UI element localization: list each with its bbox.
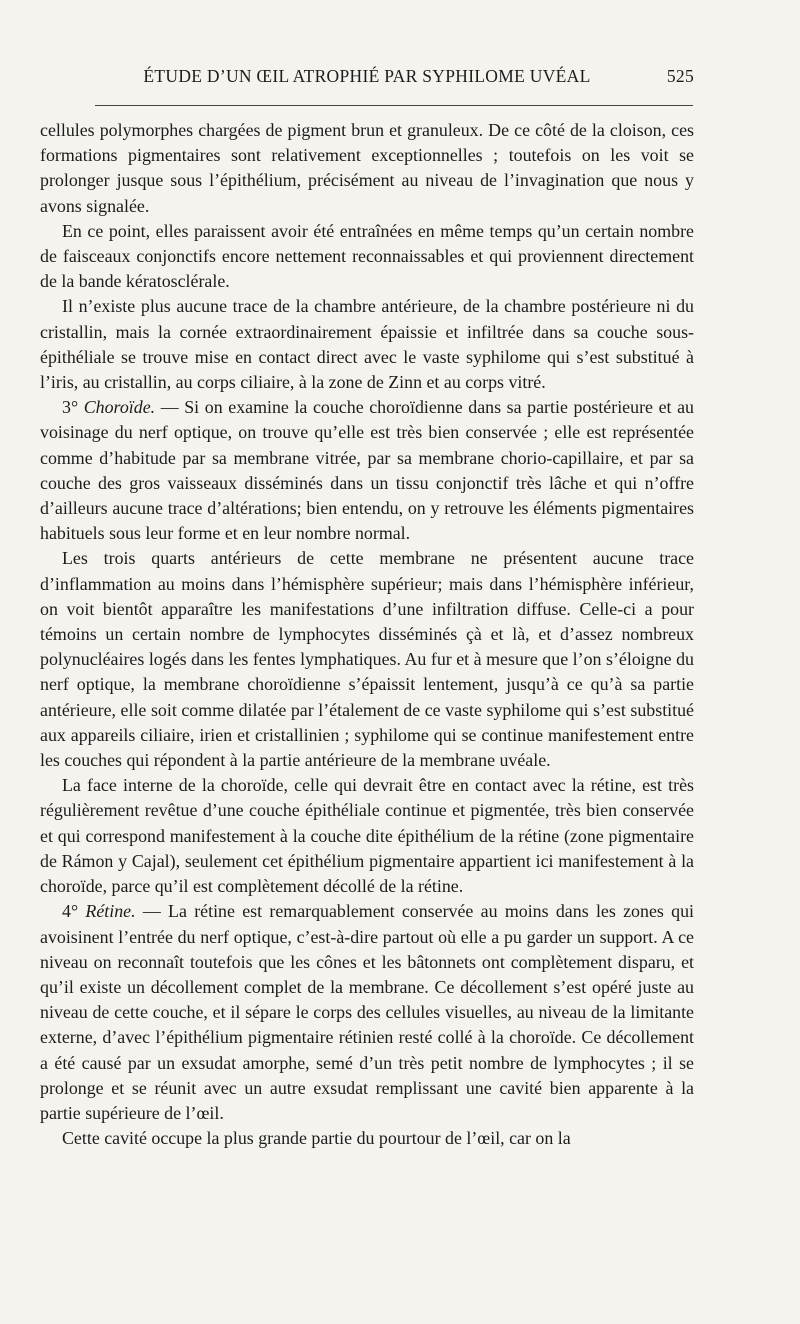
paragraph: Cette cavité occupe la plus grande partie du pourtour de l’œil, car on la (62, 1128, 571, 1149)
paragraph: La face interne de la choroïde, celle qui devrait être en contact avec la rétine, est très régulièrement revêtue d’une couche épithéliale continue et pigmentée, très bien conservée et qui correspond manifestement à la couche dite épithélium de la rétine (zone pigmentaire de Rámon y Cajal), seulement cet épithélium pigmentaire appartient ici manifestement à la choroïde, parce qu’il est complètement décollé de la rétine. (40, 775, 694, 897)
paragraph-text: — Si on examine la couche choroïdienne dans sa partie postérieure et au voisinage du nerf optique, on trouve qu’elle est très bien conservée ; elle est représentée comme d’habitude par sa membrane vitrée, par sa membrane chorio-capillaire, et par sa couche des gros vaisseaux disséminés dans un tissu conjonctif très lâche et qui n’offre d’ailleurs aucune trace d’altérations; bien entendu, on y retrouve les éléments pigmentaires habituels sous leur forme et en leur nombre normal. (40, 397, 694, 544)
paragraph: En ce point, elles paraissent avoir été entraînées en même temps qu’un certain nombre de faisceaux conjonctifs encore nettement reconnaissables et qui proviennent directement de la bande kératosclérale. (40, 220, 694, 292)
section-number: 4° (62, 901, 79, 922)
paragraph: cellules polymorphes chargées de pigment brun et granuleux. De ce côté de la cloison, ces formations pigmentaires sont relativement exceptionnelles ; toutefois on les voit se prolonger jusque sous l’épithélium, précisément au niveau de l’invagination que nous y avons signalée. (40, 120, 694, 216)
paragraph: Il n’existe plus aucune trace de la chambre antérieure, de la chambre postérieure ni du cristallin, mais la cornée extraordinairement épaissie et infiltrée dans sa couche sous-épithéliale se trouve mise en contact direct avec le vaste syphilome qui s’est substitué à l’iris, au cristallin, au corps ciliaire, à la zone de Zinn et au corps vitré. (40, 296, 694, 393)
paragraph: Les trois quarts antérieurs de cette membrane ne présentent aucune trace d’inflammation au moins dans l’hémisphère supérieur; mais dans l’hémisphère inférieur, on voit bientôt apparaître les manifestations d’une infiltration diffuse. Celle-ci a pour témoins un certain nombre de lymphocytes disséminés çà et là, et d’assez nombreux polynucléaires logés dans les fentes lymphatiques. Au fur et à mesure que l’on s’éloigne du nerf optique, la membrane choroïdienne s’épaissit lentement, jusqu’à ce qu’à sa partie antérieure, elle soit comme dilatée par l’étalement de ce vaste syphilome qui s’est substitué aux appareils ciliaire, irien et cristallinien ; syphilome qui se continue manifestement entre les couches qui répondent à la partie antérieure de la membrane uvéale. (40, 548, 694, 771)
section-number: 3° (62, 397, 79, 418)
page-number: 525 (666, 66, 694, 86)
section-paragraph-choroide (40, 395, 694, 546)
body-text (40, 118, 694, 1151)
paragraph-text: — La rétine est remarquablement conservée au moins dans les zones qui avoisinent l’entrée du nerf optique, c’est-à-dire partout où elle a pu garder un support. A ce niveau on reconnaît toutefois que les cônes et les bâtonnets ont complètement disparu, et qu’il existe un décollement complet de la membrane. Ce décollement s’est opéré juste au niveau de cette couche, et il sépare le corps des cellules visuelles, au niveau de la limitante externe, d’avec l’épithélium pigmentaire rétinien resté collé à la choroïde. Ce décollement a été causé par un exsudat amorphe, semé d’un très petit nombre de lymphocytes ; il se prolonge et se réunit avec un autre exsudat remplissant une cavité bien apparente à la partie supérieure de l’œil. (40, 901, 694, 1123)
running-header (40, 66, 694, 92)
running-title: ÉTUDE D’UN ŒIL ATROPHIÉ PAR SYPHILOME UVÉAL (143, 66, 591, 86)
section-paragraph-retine (40, 899, 694, 1126)
header-rule (95, 105, 693, 106)
section-title: Choroïde. (83, 397, 156, 418)
section-title: Rétine. (85, 901, 136, 922)
